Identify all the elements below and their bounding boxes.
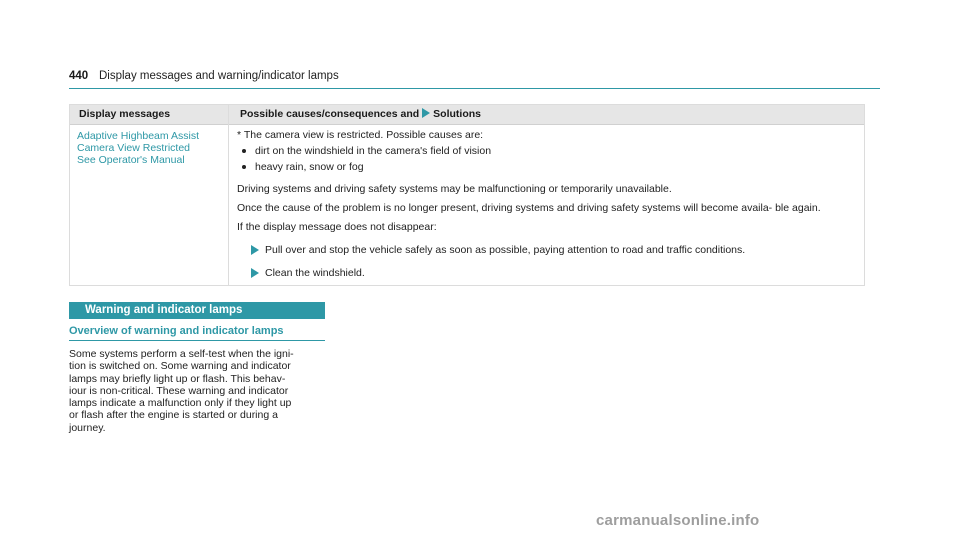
display-messages-table <box>69 104 865 286</box>
page-header-title: Display messages and warning/indicator lamps <box>99 70 339 82</box>
action-arrow-icon <box>251 268 259 278</box>
message-line: Adaptive Highbeam Assist <box>77 130 199 142</box>
body-line: lamps may briefly light up or flash. This behav- <box>69 372 286 385</box>
paragraph: Driving systems and driving safety systems may be malfunctioning or temporarily unavailable. <box>237 183 672 195</box>
paragraph: If the display message does not disappear: <box>237 221 437 233</box>
action-text: Pull over and stop the vehicle safely as soon as possible, paying attention to road and traffic conditions. <box>265 244 746 256</box>
body-line: lamps indicate a malfunction only if they light up <box>69 397 292 410</box>
action-text: Clean the windshield. <box>265 267 365 279</box>
causes-solutions-cell <box>237 129 857 280</box>
action-step <box>237 244 857 257</box>
section-body <box>69 348 337 434</box>
page-header <box>69 70 880 89</box>
action-step <box>237 267 857 280</box>
body-line: Some systems perform a self-test when the igni- <box>69 348 294 360</box>
display-message-text <box>77 130 199 166</box>
page-number: 440 <box>69 70 89 82</box>
section-title-band <box>69 302 325 319</box>
column-header-causes-solutions <box>240 108 481 120</box>
column-header-display-messages: Display messages <box>79 108 171 120</box>
section-subtitle: Overview of warning and indicator lamps <box>69 325 325 341</box>
action-arrow-icon <box>251 245 259 255</box>
table-header-row <box>70 105 864 125</box>
bullet-item: heavy rain, snow or fog <box>237 161 857 174</box>
bullet-item: dirt on the windshield in the camera's field of vision <box>237 145 857 158</box>
column-divider <box>228 105 229 285</box>
footnote-text: * The camera view is restricted. Possible causes are: <box>237 129 484 141</box>
column-header-solutions-text: Solutions <box>433 108 482 120</box>
body-line: iour is non-critical. These warning and indicator <box>69 384 289 397</box>
body-line: tion is switched on. Some warning and indicator <box>69 360 291 373</box>
body-line: or flash after the engine is started or during a <box>69 409 278 422</box>
solution-arrow-icon <box>422 108 430 118</box>
body-line: journey. <box>69 421 106 434</box>
paragraph: Once the cause of the problem is no longer present, driving systems and driving safety systems will become availa- ble again. <box>237 202 821 214</box>
section-title: Warning and indicator lamps <box>85 304 243 316</box>
column-header-causes-text: Possible causes/consequences and <box>240 108 420 120</box>
message-line: See Operator's Manual <box>77 154 185 166</box>
watermark: carmanualsonline.info <box>596 512 760 529</box>
message-line: Camera View Restricted <box>77 142 191 154</box>
